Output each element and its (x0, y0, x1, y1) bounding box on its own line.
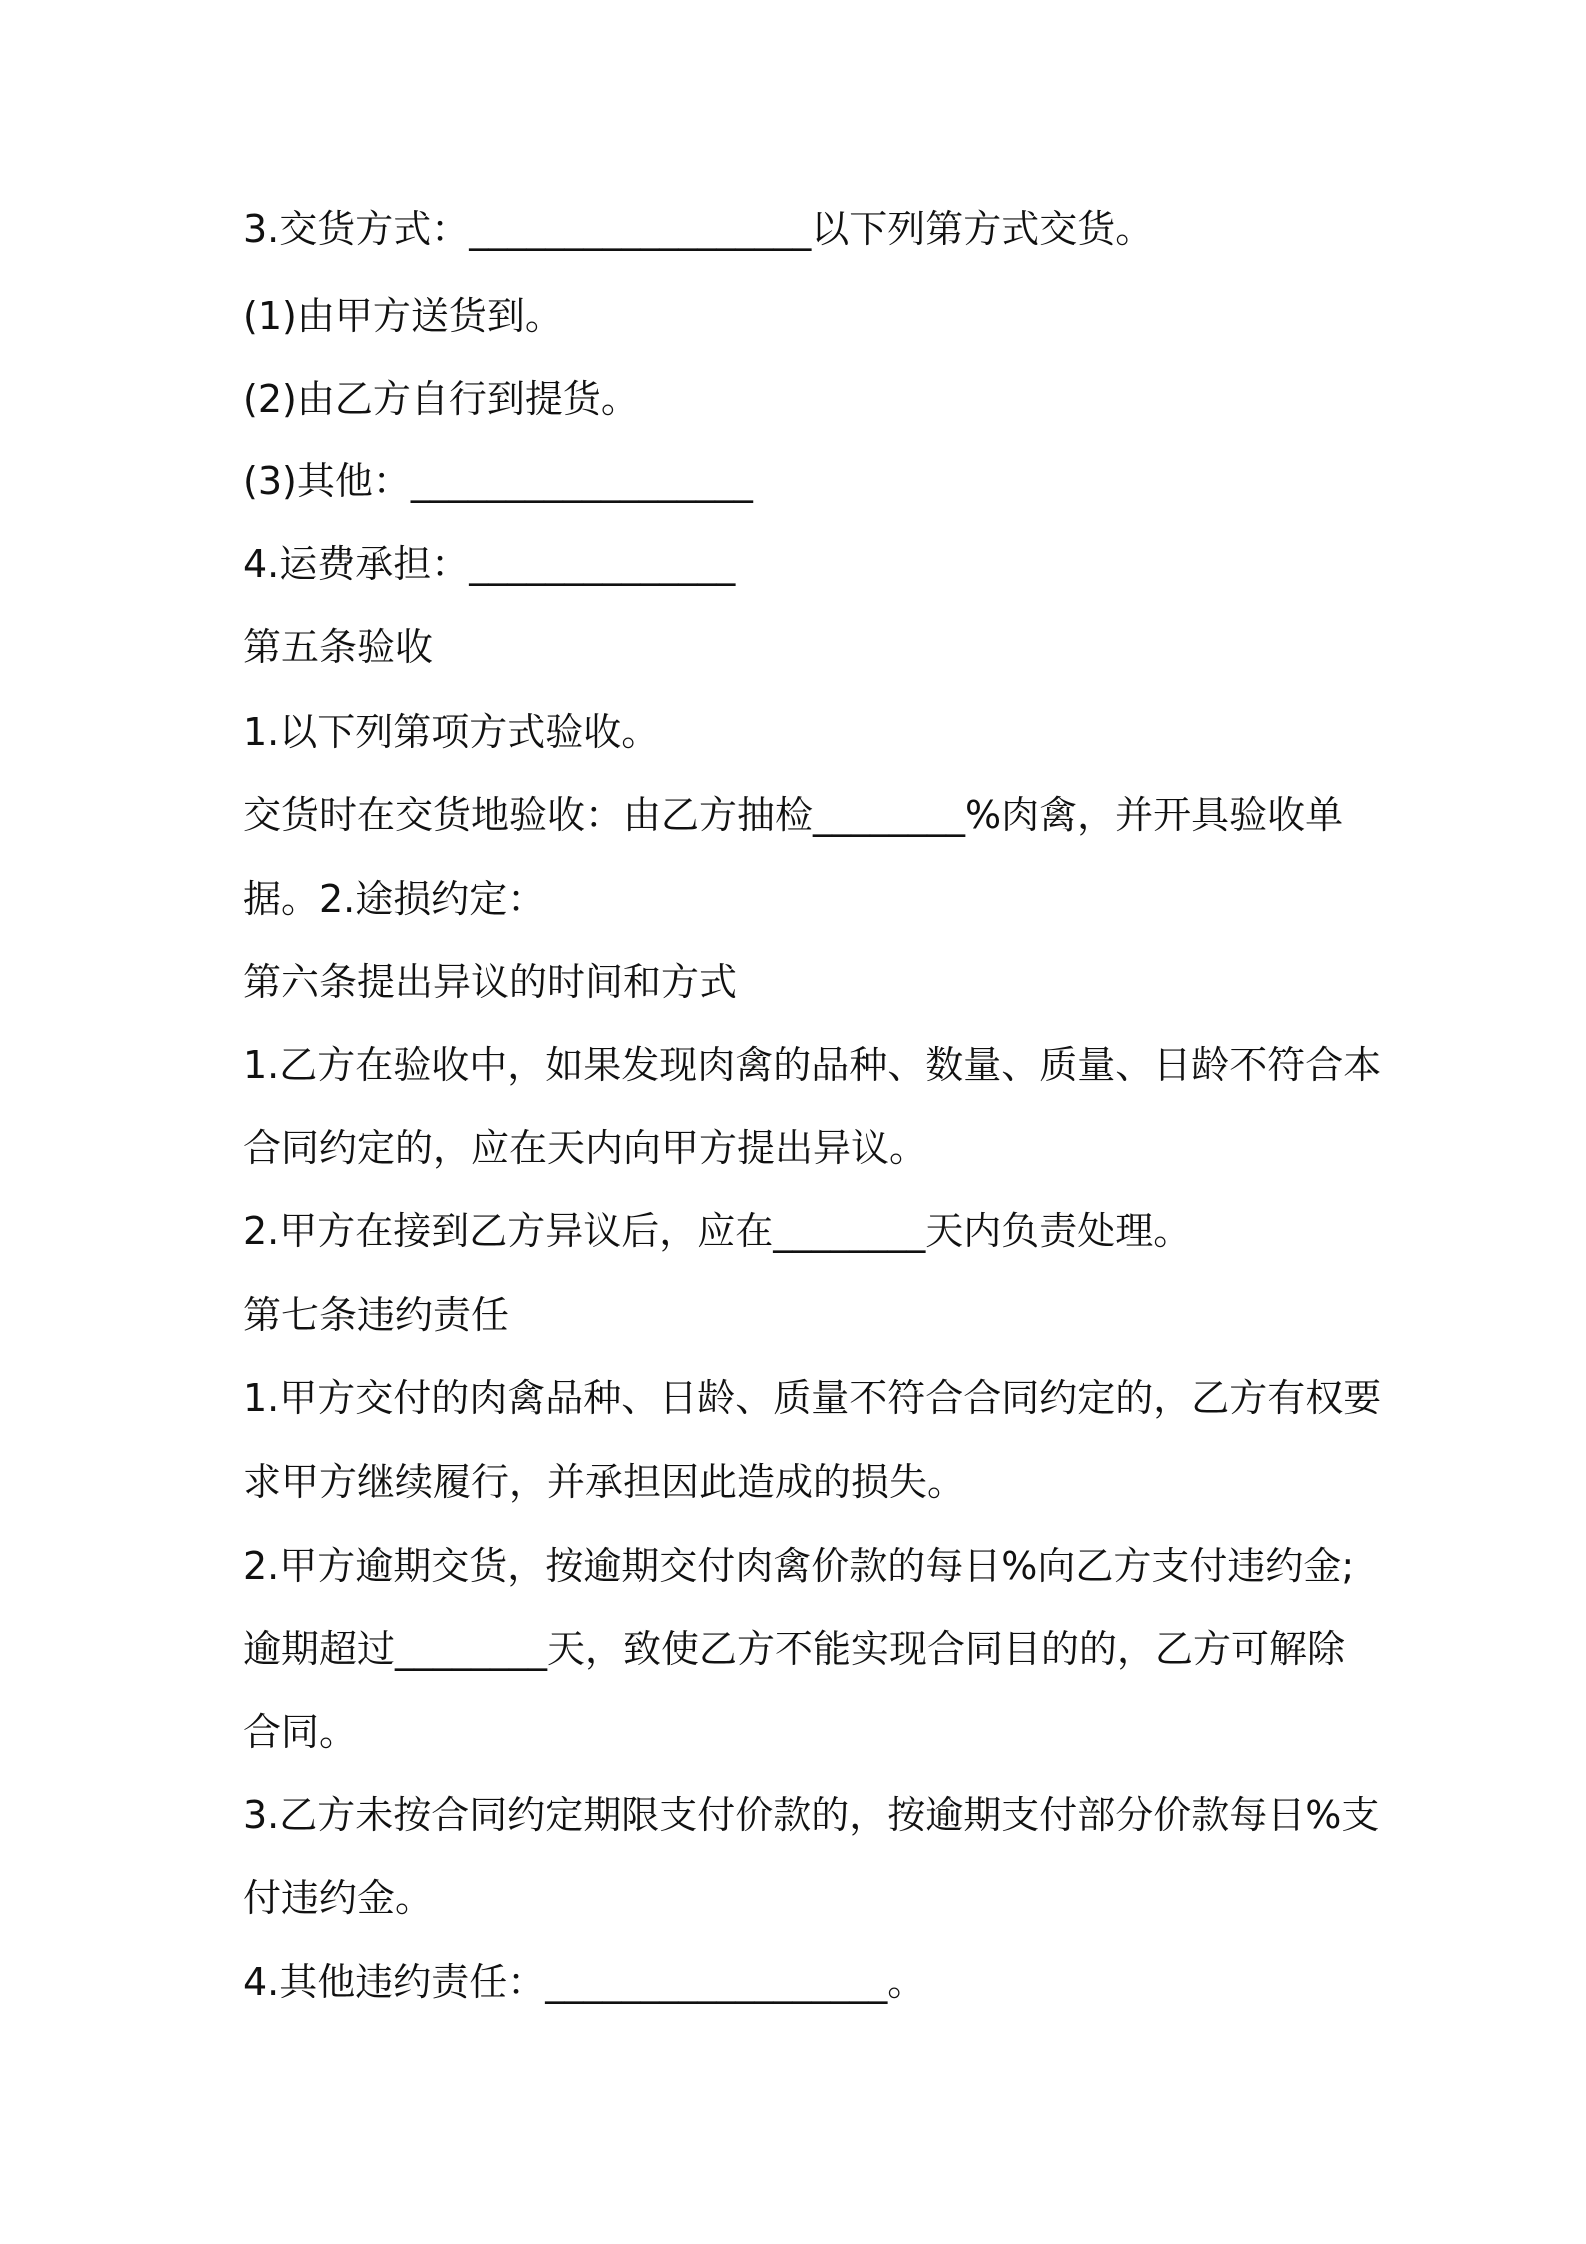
article-7-item-3: 3.乙方未按合同约定期限支付价款的，按逾期支付部分价款每日%支 (243, 1793, 1380, 1837)
article-5-inspection-text: 交货时在交货地验收：由乙方抽检________%肉禽，并开具验收单 (243, 793, 1344, 837)
article-7-item-2-end: 合同。 (243, 1710, 358, 1754)
article-5-inspection-text-cont: 据。2.途损约定： (243, 877, 546, 921)
article-6-item-2: 2.甲方在接到乙方异议后，应在________天内负责处理。 (243, 1209, 1192, 1253)
article-6-item-1-cont: 合同约定的，应在天内向甲方提出异议。 (243, 1126, 928, 1170)
delivery-option-3: (3)其他：__________________ (243, 459, 753, 503)
article-7-item-3-cont: 付违约金。 (243, 1876, 434, 1920)
article-7-item-1: 1.甲方交付的肉禽品种、日龄、质量不符合合同约定的，乙方有权要 (243, 1376, 1382, 1420)
clause-4-item-3-delivery-method: 3.交货方式：__________________以下列第方式交货。 (243, 207, 1154, 251)
delivery-option-1: (1)由甲方送货到。 (243, 294, 563, 338)
article-5-heading: 第五条验收 (243, 625, 434, 669)
article-7-heading: 第七条违约责任 (243, 1293, 510, 1337)
clause-4-item-4-freight: 4.运费承担：______________ (243, 542, 736, 586)
article-7-item-1-cont: 求甲方继续履行，并承担因此造成的损失。 (243, 1460, 966, 1504)
article-7-item-2: 2.甲方逾期交货，按逾期交付肉禽价款的每日%向乙方支付违约金; (243, 1544, 1355, 1588)
article-5-item-1: 1.以下列第项方式验收。 (243, 710, 660, 754)
article-6-heading: 第六条提出异议的时间和方式 (243, 960, 738, 1004)
article-6-item-1: 1.乙方在验收中，如果发现肉禽的品种、数量、质量、日龄不符合本 (243, 1043, 1382, 1087)
article-7-item-4: 4.其他违约责任：__________________。 (243, 1960, 926, 2004)
delivery-option-2: (2)由乙方自行到提货。 (243, 377, 639, 421)
article-7-item-2-cont: 逾期超过________天，致使乙方不能实现合同目的的，乙方可解除 (243, 1627, 1346, 1671)
